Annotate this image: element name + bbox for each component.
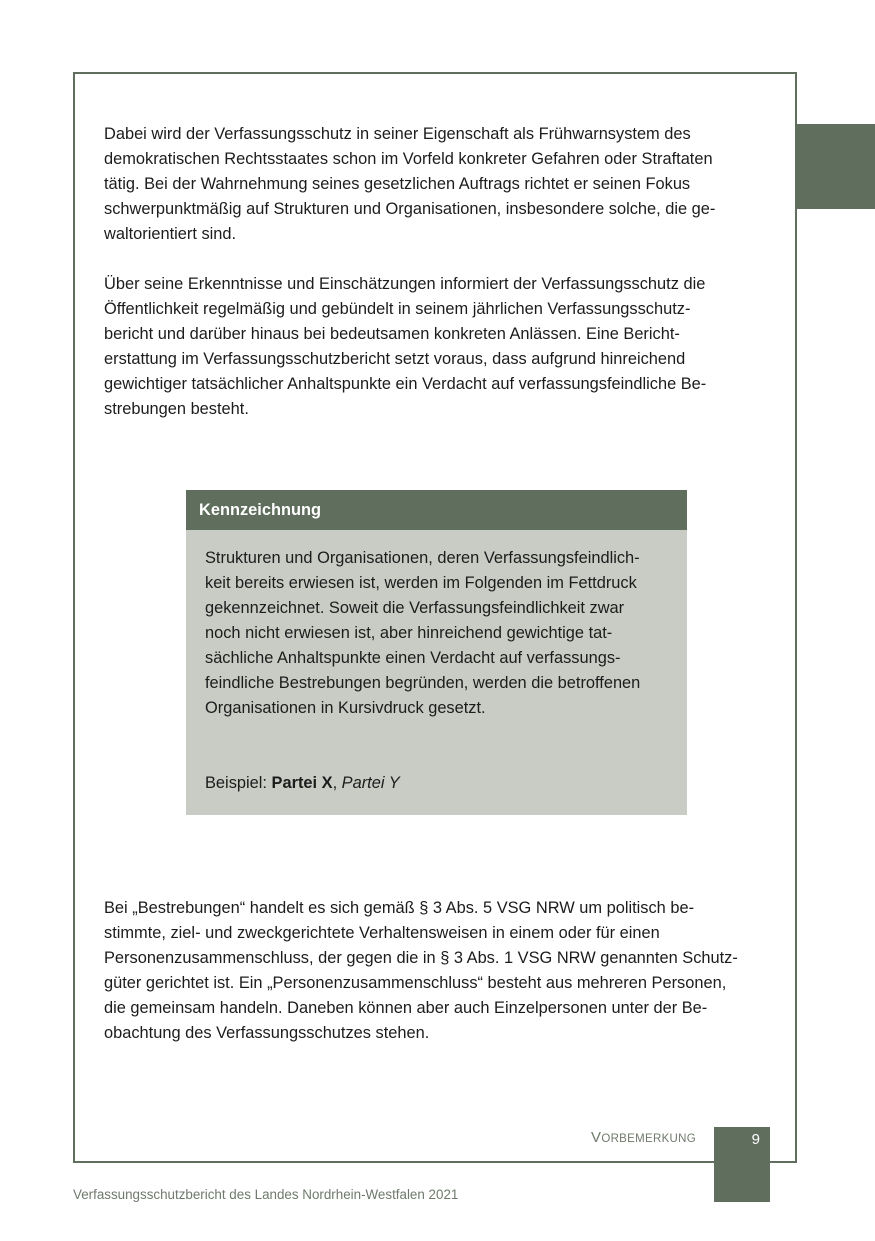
- text-line: Personenzusammenschluss, der gegen die in § 3 Abs. 1 VSG NRW genannten Schutz-: [104, 949, 738, 967]
- text-line: gewichtiger tatsächlicher Anhaltspunkte ein Verdacht auf verfassungsfeindliche Be-: [104, 375, 707, 393]
- section-title-initial: V: [591, 1129, 602, 1146]
- paragraph-early-warning: [104, 122, 769, 247]
- marking-callout-box: [186, 490, 687, 815]
- callout-line: sächliche Anhaltspunkte einen Verdacht auf verfassungs-: [205, 649, 621, 667]
- callout-line: feindliche Bestrebungen begründen, werden die betroffenen: [205, 674, 641, 692]
- example-bold: Partei X: [271, 774, 333, 792]
- page-number: 9: [751, 1131, 760, 1148]
- callout-line: gekennzeichnet. Soweit die Verfassungsfeindlichkeit zwar: [205, 599, 625, 617]
- page-number-box: [714, 1127, 770, 1202]
- callout-line: keit bereits erwiesen ist, werden im Folgenden im Fettdruck: [205, 574, 637, 592]
- callout-title: Kennzeichnung: [186, 490, 687, 530]
- paragraph-public-information: [104, 272, 769, 422]
- callout-line: Strukturen und Organisationen, deren Verfassungsfeindlich-: [205, 549, 640, 567]
- callout-line: noch nicht erwiesen ist, aber hinreichend gewichtige tat-: [205, 624, 613, 642]
- text-line: Dabei wird der Verfassungsschutz in seiner Eigenschaft als Frühwarnsystem des: [104, 125, 691, 143]
- text-line: stimmte, ziel- und zweckgerichtete Verhaltensweisen in einem oder für einen: [104, 924, 660, 942]
- callout-body: [205, 546, 640, 721]
- callout-line: Organisationen in Kursivdruck gesetzt.: [205, 699, 486, 717]
- text-line: schwerpunktmäßig auf Strukturen und Organisationen, insbesondere solche, die ge-: [104, 200, 716, 218]
- text-line: waltorientiert sind.: [104, 225, 237, 243]
- side-marker-tab: [797, 124, 875, 209]
- text-line: güter gerichtet ist. Ein „Personenzusammenschluss“ besteht aus mehreren Personen,: [104, 974, 727, 992]
- text-line: Bei „Bestrebungen“ handelt es sich gemäß § 3 Abs. 5 VSG NRW um politisch be-: [104, 899, 695, 917]
- example-prefix: Beispiel:: [205, 774, 272, 792]
- text-line: obachtung des Verfassungsschutzes stehen.: [104, 1024, 430, 1042]
- section-title-rest: ORBEMERKUNG: [601, 1133, 696, 1145]
- callout-example: [205, 771, 400, 796]
- text-line: erstattung im Verfassungsschutzbericht setzt voraus, dass aufgrund hinreichend: [104, 350, 686, 368]
- footer-publication: Verfassungsschutzbericht des Landes Nordrhein-Westfalen 2021: [73, 1187, 459, 1202]
- text-line: Über seine Erkenntnisse und Einschätzungen informiert der Verfassungsschutz die: [104, 275, 706, 293]
- text-line: bericht und darüber hinaus bei bedeutsamen konkreten Anlässen. Eine Bericht-: [104, 325, 680, 343]
- text-line: strebungen besteht.: [104, 400, 249, 418]
- text-line: Öffentlichkeit regelmäßig und gebündelt in seinem jährlichen Verfassungsschutz-: [104, 300, 691, 318]
- section-title: [591, 1129, 696, 1146]
- text-line: tätig. Bei der Wahrnehmung seines gesetzlichen Auftrags richtet er seinen Fokus: [104, 175, 691, 193]
- paragraph-bestrebungen: [104, 896, 769, 1046]
- text-line: demokratischen Rechtsstaates schon im Vorfeld konkreter Gefahren oder Straftaten: [104, 150, 713, 168]
- text-line: die gemeinsam handeln. Daneben können aber auch Einzelpersonen unter der Be-: [104, 999, 708, 1017]
- example-italic: Partei Y: [341, 774, 400, 792]
- example-separator: ,: [332, 774, 342, 792]
